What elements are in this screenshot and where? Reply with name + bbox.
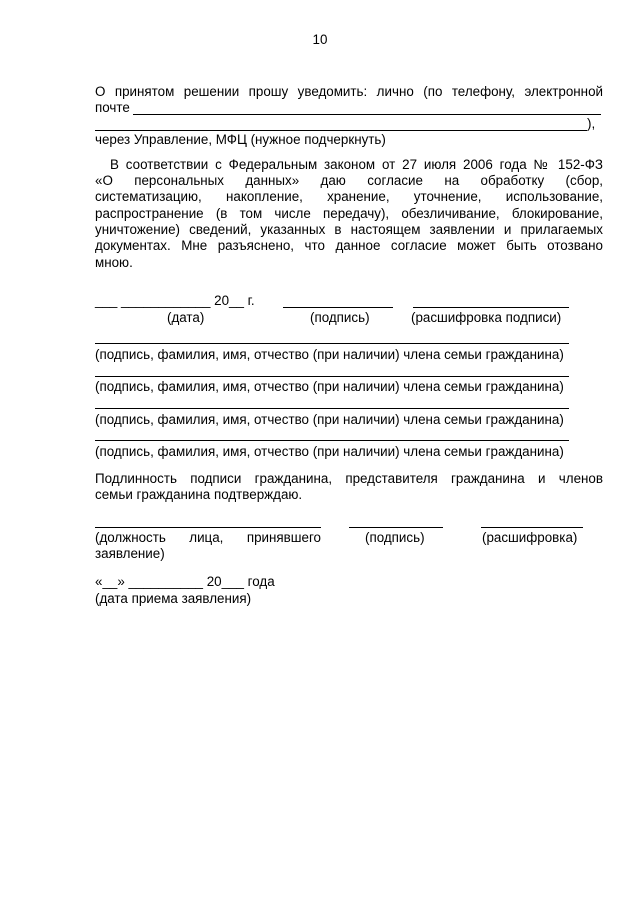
notify-line-3-suffix: ), [587,116,596,131]
signature-label: (подпись) [310,310,370,325]
family-member-label-1: (подпись, фамилия, имя, отчество (при наличии) члена семьи гражданина) [95,347,564,362]
official-decoding-label: (расшифровка) [482,530,578,545]
position-label-continuation: заявление) [95,546,165,561]
consent-line-1: В соответствии с Федеральным законом от 27 июля 2006 года № 152-ФЗ [110,157,603,172]
notify-line-2-prefix: почте [95,100,130,115]
family-member-line-2 [95,376,569,377]
email-blank-line [133,114,601,115]
position-label: (должность лица, принявшего [95,530,321,545]
date-label: (дата) [167,310,205,325]
decoding-blank-line [413,307,569,308]
notify-line-1: О принятом решении прошу уведомить: лично (по телефону, электронной [95,84,603,99]
notify-line-4: через Управление, МФЦ (нужное подчеркнуть) [95,132,386,147]
family-member-label-4: (подпись, фамилия, имя, отчество (при наличии) члена семьи гражданина) [95,444,564,459]
family-member-line-1 [95,343,569,344]
consent-line-6: документах. Мне разъяснено, что данное согласие может быть отозвано [95,238,603,253]
receipt-date-blank: «__» __________ 20___ года [95,574,275,589]
signature-blank-line [283,307,393,308]
authenticity-line-2: семьи гражданина подтверждаю. [95,487,303,502]
decoding-label: (расшифровка подписи) [411,310,562,325]
family-member-line-4 [95,440,569,441]
official-signature-blank-line [349,527,443,528]
consent-line-2: «О персональных данных» даю согласие на обработку (сбор, [95,173,603,188]
consent-line-3: систематизацию, накопление, хранение, уточнение, использование, [95,189,603,204]
family-member-line-3 [95,408,569,409]
date-blank: ___ ____________ 20__ г. [95,293,255,308]
page-number: 10 [312,32,328,47]
consent-line-5: уничтожение) сведений, указанных в настоящем заявлении и прилагаемых [95,222,603,237]
family-member-label-2: (подпись, фамилия, имя, отчество (при наличии) члена семьи гражданина) [95,379,564,394]
consent-line-4: распространение (в том числе передачу), обезличивание, блокирование, [95,206,603,221]
official-decoding-blank-line [481,527,583,528]
position-blank-line [95,527,321,528]
family-member-label-3: (подпись, фамилия, имя, отчество (при наличии) члена семьи гражданина) [95,412,564,427]
receipt-date-label: (дата приема заявления) [95,591,252,606]
official-signature-label: (подпись) [365,530,425,545]
notify-blank-line [95,130,587,131]
consent-line-7: мною. [95,255,133,270]
authenticity-line-1: Подлинность подписи гражданина, представителя гражданина и членов [95,471,603,486]
